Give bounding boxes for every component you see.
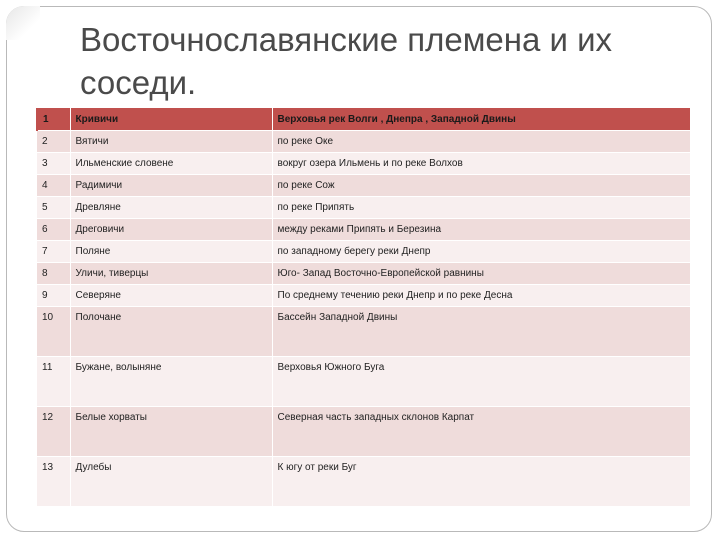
tribe-location: По среднему течению реки Днепр и по реке Десна — [272, 285, 690, 307]
tribe-name: Северяне — [70, 285, 272, 307]
tribes-table — [36, 108, 691, 507]
tribe-location: Верховья рек Волги , Днепра , Западной Двины — [272, 108, 690, 131]
tribe-location: по реке Припять — [272, 197, 690, 219]
tribe-location: Бассейн Западной Двины — [272, 307, 690, 357]
row-number: 13 — [37, 457, 70, 507]
tribe-location: Верховья Южного Буга — [272, 357, 690, 407]
table-row — [37, 357, 690, 407]
tribe-name: Радимичи — [70, 175, 272, 197]
tribe-location: вокруг озера Ильмень и по реке Волхов — [272, 153, 690, 175]
table-row — [37, 307, 690, 357]
row-number: 8 — [37, 263, 70, 285]
tribe-location: Северная часть западных склонов Карпат — [272, 407, 690, 457]
row-number: 6 — [37, 219, 70, 241]
tribe-name: Бужане, волыняне — [70, 357, 272, 407]
tribe-location: по реке Оке — [272, 131, 690, 153]
table-row — [37, 153, 690, 175]
tribe-location: Юго- Запад Восточно-Европейской равнины — [272, 263, 690, 285]
tribe-name: Вятичи — [70, 131, 272, 153]
table-row — [37, 263, 690, 285]
tribe-name: Дулебы — [70, 457, 272, 507]
row-number: 2 — [37, 131, 70, 153]
table-row — [37, 285, 690, 307]
tribe-name: Белые хорваты — [70, 407, 272, 457]
row-number: 1 — [37, 108, 70, 131]
corner-decoration — [6, 6, 40, 40]
row-number: 11 — [37, 357, 70, 407]
tribe-name: Поляне — [70, 241, 272, 263]
table-header-row — [37, 108, 690, 131]
table-row — [37, 131, 690, 153]
tribe-name: Древляне — [70, 197, 272, 219]
table-row — [37, 241, 690, 263]
row-number: 5 — [37, 197, 70, 219]
tribe-location: по западному берегу реки Днепр — [272, 241, 690, 263]
tribe-location: между реками Припять и Березина — [272, 219, 690, 241]
table-row — [37, 457, 690, 507]
row-number: 4 — [37, 175, 70, 197]
table-row — [37, 175, 690, 197]
table-row — [37, 407, 690, 457]
row-number: 9 — [37, 285, 70, 307]
slide-title: Восточнославянские племена и их соседи. — [80, 21, 613, 101]
tribe-location: по реке Сож — [272, 175, 690, 197]
tribe-name: Кривичи — [70, 108, 272, 131]
tribe-name: Уличи, тиверцы — [70, 263, 272, 285]
tribe-name: Дреговичи — [70, 219, 272, 241]
tribe-name: Полочане — [70, 307, 272, 357]
row-number: 12 — [37, 407, 70, 457]
row-number: 3 — [37, 153, 70, 175]
table-row — [37, 219, 690, 241]
row-number: 7 — [37, 241, 70, 263]
table-row — [37, 197, 690, 219]
tribe-location: К югу от реки Буг — [272, 457, 690, 507]
row-number: 10 — [37, 307, 70, 357]
tribe-name: Ильменские словене — [70, 153, 272, 175]
